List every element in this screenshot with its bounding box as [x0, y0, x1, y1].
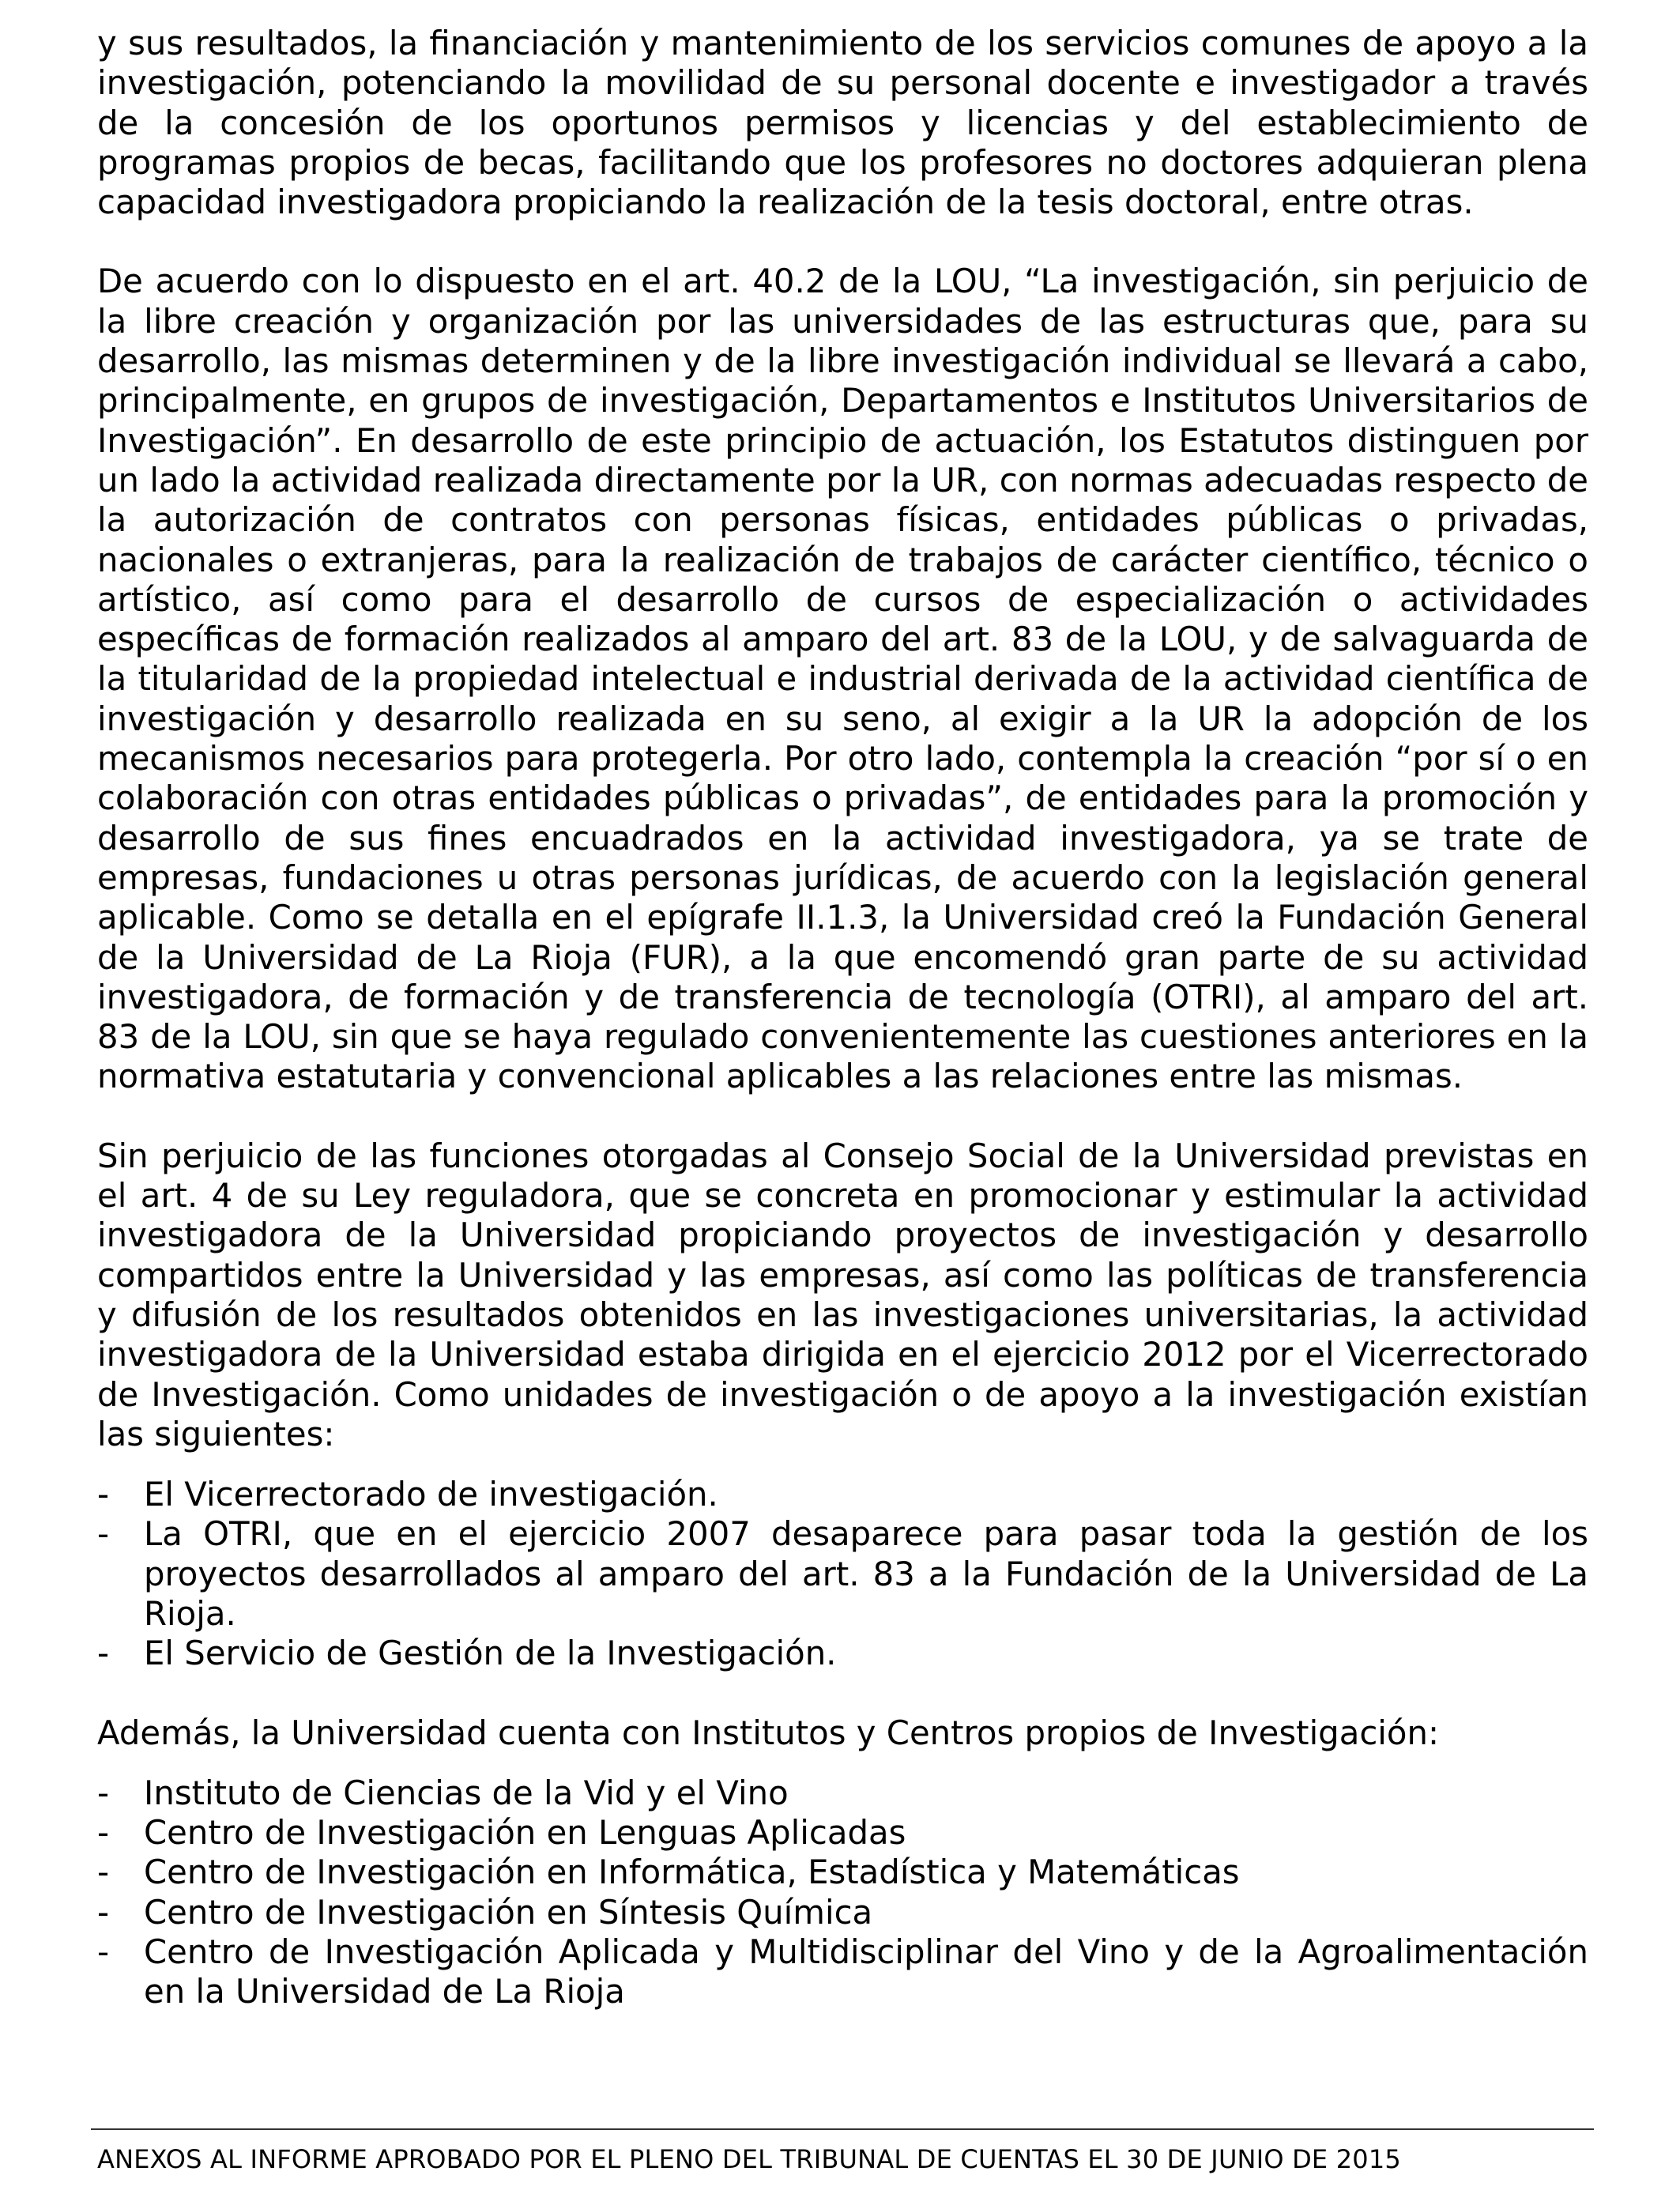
list-dash: - — [97, 1813, 110, 1853]
document-body — [97, 24, 1588, 2012]
list-item: - Centro de Investigación en Lenguas Aplicadas — [97, 1813, 906, 1853]
list-item: - Instituto de Ciencias de la Vid y el Vino — [97, 1773, 789, 1812]
list-item: - Centro de Investigación Aplicada y Multidisciplinar del Vino y de la Agroalimentación en la Universidad de La Rioja — [97, 1932, 1588, 2011]
paragraph-3: Sin perjuicio de las funciones otorgadas al Consejo Social de la Universidad previstas en el art. 4 de su Ley reguladora, que se concreta en promocionar y estimular la actividad investigadora de la Universidad propiciando proyectos de investigación y desarrollo compartidos entre la Universidad y las empresas, así como las políticas de transferencia y difusión de los resultados obtenidos en las investigaciones universitarias, la actividad investigadora de la Universidad estaba dirigida en el ejercicio 2012 por el Vicerrectorado de Investigación. Como unidades de investigación o de apoyo a la investigación existían las siguientes: — [97, 1136, 1588, 1453]
list-dash: - — [97, 1475, 110, 1514]
list-item: - El Servicio de Gestión de la Investigación. — [97, 1634, 837, 1673]
list-dash: - — [97, 1932, 110, 1972]
list-dash: - — [97, 1634, 110, 1673]
institutes-list — [97, 1774, 1588, 2012]
list-item: - Centro de Investigación en Informática, Estadística y Matemáticas — [97, 1853, 1240, 1892]
list-item: - La OTRI, que en el ejercicio 2007 desaparece para pasar toda la gestión de los proyectos desarrollados al amparo del art. 83 a la Fundación de la Universidad de La Rioja. — [97, 1514, 1588, 1633]
paragraph-2: De acuerdo con lo dispuesto en el art. 40.2 de la LOU, “La investigación, sin perjuicio de la libre creación y organización por las universidades de las estructuras que, para su desarrollo, las mismas determinen y de la libre investigación individual se llevará a cabo, principalmente, en grupos de investigación, Departamentos e Institutos Universitarios de Investigación”. En desarrollo de este principio de actuación, los Estatutos distinguen por un lado la actividad realizada directamente por la UR, con normas adecuadas respecto de la autorización de contratos con personas físicas, entidades públicas o privadas, nacionales o extranjeras, para la realización de trabajos de carácter científico, técnico o artístico, así como para el desarrollo de cursos de especialización o actividades específicas de formación realizados al amparo del art. 83 de la LOU, y de salvaguarda de la titularidad de la propiedad intelectual e industrial derivada de la actividad científica de investigación y desarrollo realizada en su seno, al exigir a la UR la adopción de los mecanismos necesarios para protegerla. Por otro lado, contempla la creación “por sí o en colaboración con otras entidades públicas o privadas”, de entidades para la promoción y desarrollo de sus fines encuadrados en la actividad investigadora, ya se trate de empresas, fundaciones u otras personas jurídicas, de acuerdo con la legislación general aplicable. Como se detalla en el epígrafe II.1.3, la Universidad creó la Fundación General de la Universidad de La Rioja (FUR), a la que encomendó gran parte de su actividad investigadora, de formación y de transferencia de tecnología (OTRI), al amparo del art. 83 de la LOU, sin que se haya regulado convenientemente las cuestiones anteriores en la normativa estatutaria y convencional aplicables a las relaciones entre las mismas. — [97, 262, 1588, 1096]
list-dash: - — [97, 1773, 110, 1812]
list-item: - El Vicerrectorado de investigación. — [97, 1475, 718, 1514]
list-item: - Centro de Investigación en Síntesis Química — [97, 1892, 873, 1932]
page-footer: ANEXOS AL INFORME APROBADO POR EL PLENO DEL TRIBUNAL DE CUENTAS EL 30 DE JUNIO DE 2015 — [97, 2144, 1401, 2174]
footer-divider — [91, 2128, 1594, 2130]
list-dash: - — [97, 1514, 110, 1554]
list-dash: - — [97, 1853, 110, 1892]
research-units-list — [97, 1475, 1588, 1673]
institutes-intro: Además, la Universidad cuenta con Institutos y Centros propios de Investigación: — [97, 1713, 1440, 1752]
paragraph-1: y sus resultados, la financiación y mantenimiento de los servicios comunes de apoyo a la investigación, potenciando la movilidad de su personal docente e investigador a través de la concesión de los oportunos permisos y licencias y del establecimiento de programas propios de becas, facilitando que los profesores no doctores adquieran plena capacidad investigadora propiciando la realización de la tesis doctoral, entre otras. — [97, 24, 1588, 222]
list-dash: - — [97, 1892, 110, 1932]
